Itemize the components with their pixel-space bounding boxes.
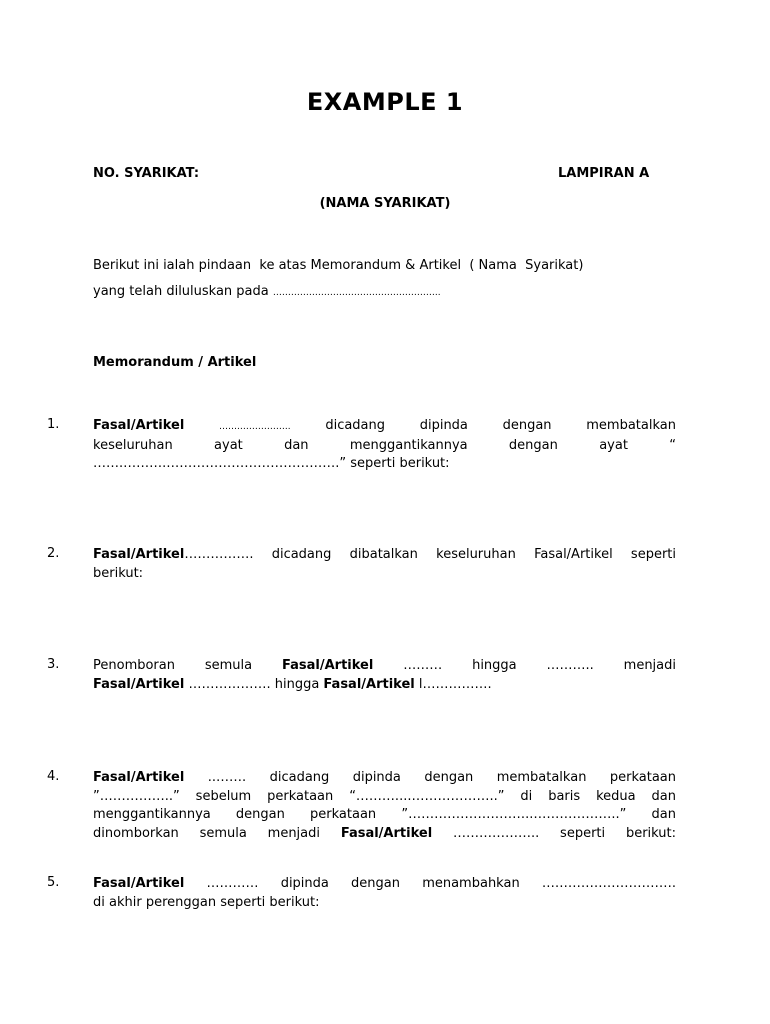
item-text: ………… dipinda dengan menambahkan …………………………. (184, 876, 676, 891)
item-line (93, 657, 676, 676)
fasal-artikel-label: Fasal/Artikel (340, 825, 433, 841)
item-text: ………………. hingga (184, 676, 324, 692)
item-text: ..……. dicadang dipinda dengan membatalkan perkataan (184, 770, 676, 785)
item-body (93, 769, 676, 843)
item-line: menggantikannya dengan perkataan ”………………………..………………..” dan (93, 807, 676, 822)
item-text: ……………….. seperti berikut: (432, 825, 676, 841)
appendix-label: LAMPIRAN A (558, 166, 650, 181)
item-number: 5. (47, 875, 60, 890)
item-number: 1. (47, 417, 60, 432)
item-text: ……… hingga ……….. menjadi (373, 658, 676, 673)
item-line: di akhir perenggan seperti berikut: (93, 894, 320, 910)
item-text: Penomboran semula (93, 658, 282, 673)
fasal-artikel-label: Fasal/Artikel (93, 676, 185, 692)
section-heading: Memorandum / Artikel (93, 355, 257, 370)
intro-line-2 (93, 284, 441, 299)
fasal-artikel-label: Fasal/Artikel (323, 676, 415, 692)
company-name-placeholder: (NAMA SYARIKAT) (319, 196, 451, 211)
blank-dots: …….…………….. (219, 422, 291, 432)
intro-date-blank: ……………………………………………….. (272, 288, 441, 298)
item-line (93, 769, 676, 788)
item-line (93, 875, 676, 894)
item-line: ”……………..” sebelum perkataan “………....………………..” di baris kedua dan (93, 788, 676, 804)
item-line: berikut: (93, 565, 144, 581)
item-text: dicadang dipinda dengan membatalkan (325, 418, 676, 433)
item-line (93, 417, 676, 437)
item-body (93, 546, 676, 583)
fasal-artikel-label: Fasal/Artikel (93, 770, 185, 785)
item-line (93, 546, 676, 565)
item-line: keseluruhan ayat dan menggantikannya dengan ayat “ (93, 437, 676, 453)
item-line (93, 455, 676, 474)
item-number: 3. (47, 657, 60, 672)
item-number: 2. (47, 546, 60, 561)
intro-line-1: Berikut ini ialah pindaan ke atas Memorandum & Artikel ( Nama Syarikat) (93, 258, 584, 273)
item-number: 4. (47, 769, 60, 784)
item-body (93, 417, 676, 474)
item-body (93, 657, 676, 694)
fasal-artikel-label: Fasal/Artikel (93, 876, 185, 891)
fasal-artikel-label: Fasal/Artikel (93, 418, 185, 433)
fasal-artikel-label: Fasal/Artikel (282, 658, 374, 673)
item-text: seperti berikut: (346, 456, 450, 471)
fasal-artikel-label: Fasal/Artikel (93, 547, 185, 562)
item-line (93, 825, 676, 844)
item-body (93, 875, 676, 912)
item-line (93, 676, 676, 695)
blank-dots: …….……….………………………………….” (93, 456, 347, 471)
document-title: EXAMPLE 1 (306, 88, 464, 116)
company-number-label: NO. SYARIKAT: (93, 166, 200, 181)
item-text: l……………. (414, 676, 492, 692)
item-text: ……………. dicadang dibatalkan keseluruhan Fasal/Artikel seperti (184, 547, 676, 562)
intro-line-2-text: yang telah diluluskan pada (93, 284, 273, 299)
item-text: dinomborkan semula menjadi (93, 825, 341, 841)
